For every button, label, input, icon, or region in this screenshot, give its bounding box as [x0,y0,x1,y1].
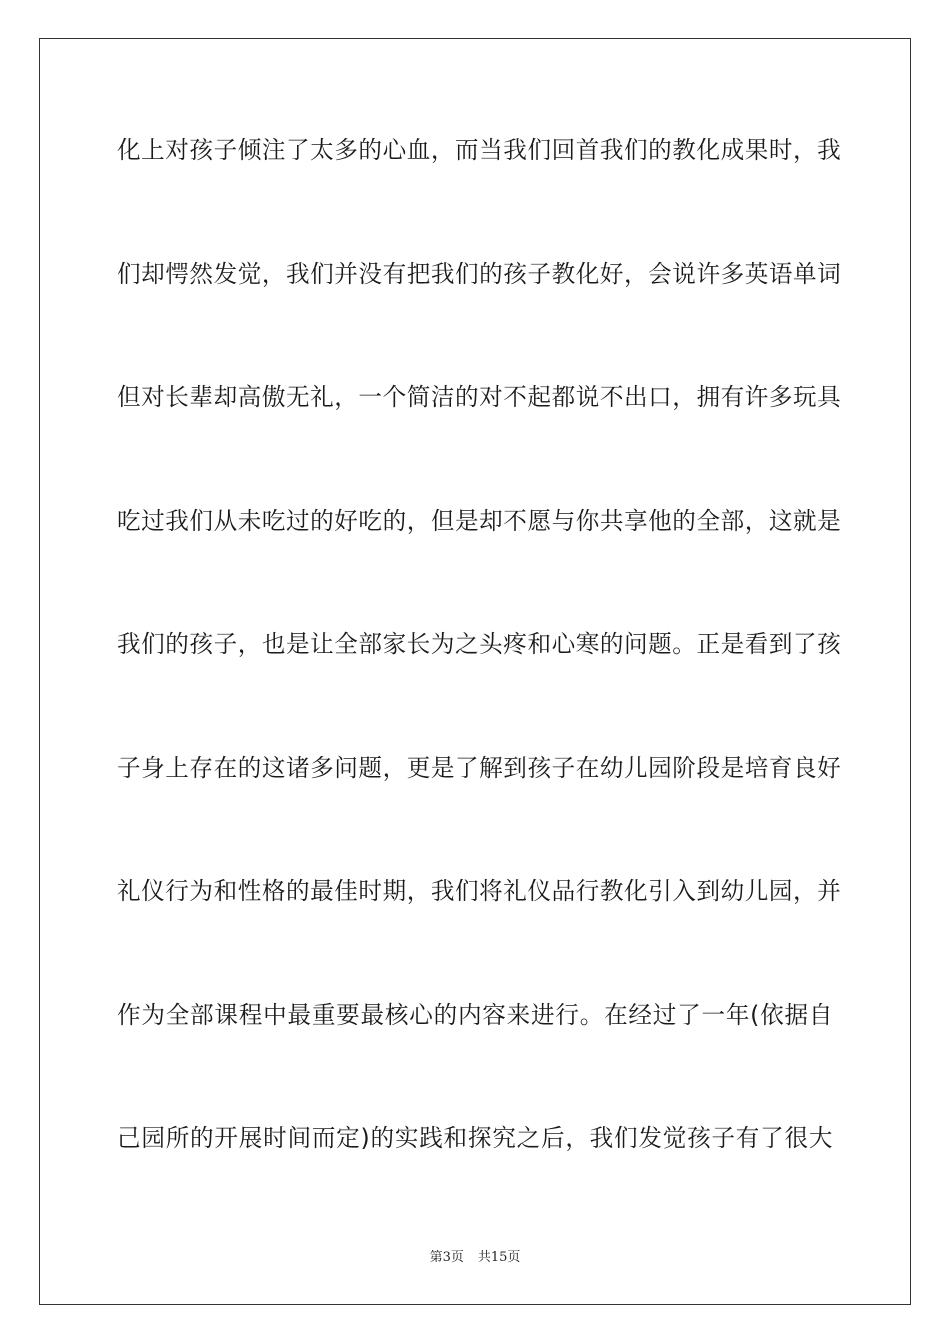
page-footer [0,1246,950,1265]
text-line: 己园所的开展时间而定)的实践和探究之后，我们发觉孩子有了很大 [117,1124,833,1152]
text-line: 吃过我们从未吃过的好吃的，但是却不愿与你共享他的全部，这就是 [117,506,842,535]
text-line: 化上对孩子倾注了太多的心血，而当我们回首我们的教化成果时，我 [117,136,842,164]
text-line: 但对长辈却高傲无礼，一个简洁的对不起都说不出口，拥有许多玩具 [117,383,842,411]
document-body [117,118,842,1230]
page-number-current: 第3页 [429,1250,464,1265]
text-line: 作为全部课程中最重要最核心的内容来进行。在经过了一年(依据自 [117,1000,833,1029]
page-number-total: 共15页 [477,1250,521,1265]
text-line: 我们的孩子，也是让全部家长为之头疼和心寒的问题。正是看到了孩 [117,630,842,658]
text-line: 礼仪行为和性格的最佳时期，我们将礼仪品行教化引入到幼儿园，并 [117,877,842,905]
text-line: 们却愕然发觉，我们并没有把我们的孩子教化好，会说许多英语单词 [117,259,842,288]
text-line: 子身上存在的这诸多问题，更是了解到孩子在幼儿园阶段是培育良好 [117,753,842,782]
